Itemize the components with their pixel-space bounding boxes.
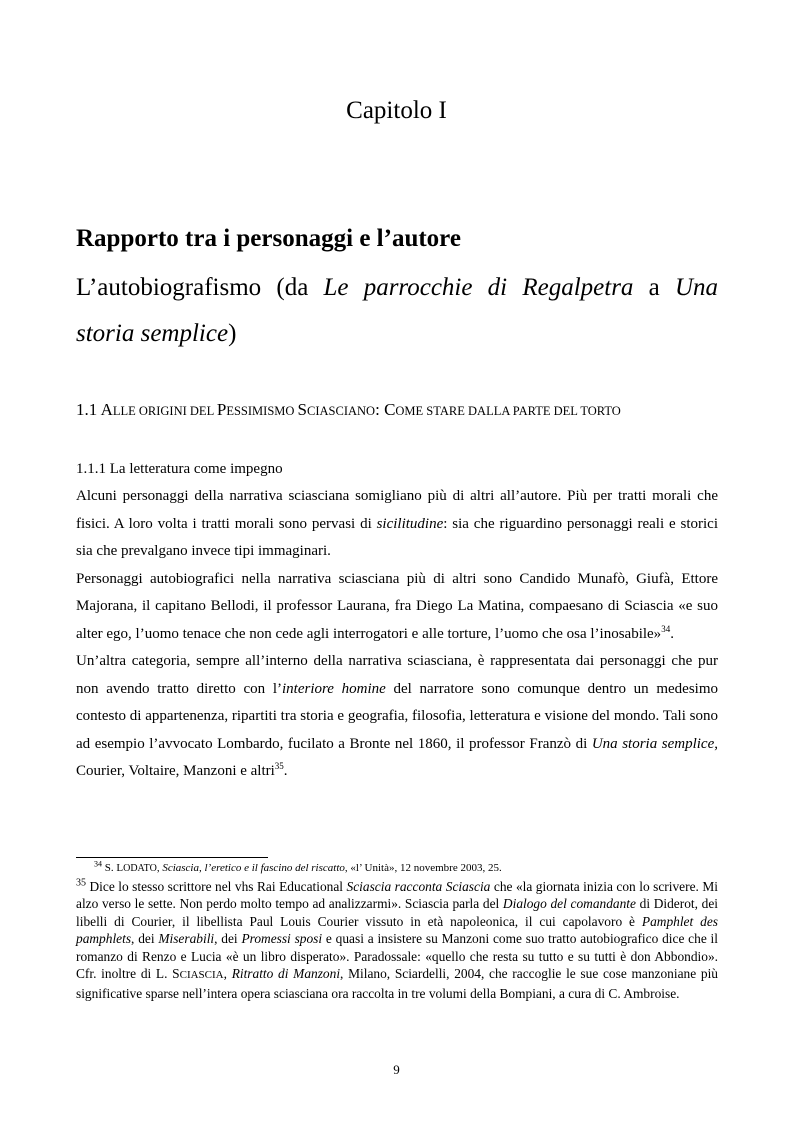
paragraph-text: Alcuni personaggi della narrativa sciasciana somigliano più di altri all’autore. Più per tratti morali che fisici. A loro volta i tratti morali sono pervasi di	[76, 488, 718, 532]
footnote-text: ,	[156, 862, 163, 874]
footnote-text: di Diderot, dei libelli di Courier, il libellista Paul Louis Courier vissuto in età napoleonica, il cui capolavoro è	[76, 896, 718, 929]
footnote-34	[76, 860, 718, 878]
footnote-text: , dei	[214, 931, 242, 946]
paragraph-text: del narratore sono comunque dentro un medesimo contesto di appartenenza, ripartiti tra storia e geografia, filosofia, letteratura e visione del mondo. Tali sono ad esempio l’avvocato Lombardo, fucilato a Bronte nel 1860, il professor Franzò di	[76, 680, 719, 752]
footnote-text: , «l’ Unità», 12 novembre 2003, 25.	[344, 862, 502, 874]
paragraph-text: .	[283, 763, 288, 779]
footnote-text: ODATO	[123, 863, 157, 874]
footnote-text: e quasi a insistere su Manzoni come suo tratto autobiografico dice che il romanzo di Renzo e Lucia «è un libro disperato». Paradossale: «quello che resta su tutto e su tutti è don Abbondio». Cfr. inoltre di L. S	[76, 931, 718, 981]
subheading-text: a	[633, 274, 675, 301]
footnote-text: , Milano, Sciardelli, 2004, che raccoglie le sue cose manzoniane più significative sparse nell’intera opera sciasciana ora raccolta in tre volumi della Bompiani, a cura di C. Ambroise.	[76, 966, 718, 1001]
paragraph-text: Personaggi autobiografici nella narrativa sciasciana più di altri sono Candido Munafò, Giufà, Ettore Majorana, il capitano Bellodi, il professor Laurana, fra Diego La Matina, compaesano di Sciascia «e suo alter ego, l’uomo tenace che non cede agli interrogatori e alle torture, l’uomo che osa l’inosabile»	[76, 570, 718, 642]
section-title-part: P	[216, 400, 227, 419]
subsection-title: 1.1.1 La letteratura come impegno	[76, 461, 283, 477]
footnote-number: 35	[76, 877, 86, 889]
footnote-ref-34[interactable]: 34	[661, 623, 671, 634]
footnote-title: Pamphlet des pamphlets	[76, 913, 718, 946]
footnote-article-title: Sciascia, l’eretico e il fascino del riscatto	[162, 862, 345, 874]
footnote-title: Promessi sposi	[241, 931, 323, 946]
footnote-title: Dialogo del comandante	[502, 896, 636, 911]
subheading-book-title-regalpetra: Le parrocchie di Regalpetra	[323, 274, 634, 301]
footnote-text: , dei	[131, 931, 159, 946]
footnote-text: Dice lo stesso scrittore nel vhs Rai Educational	[86, 878, 347, 894]
section-title	[76, 398, 736, 423]
paragraph-text: , Courier, Voltaire, Manzoni e altri	[76, 735, 719, 779]
footnote-text: CIASCIA	[179, 969, 224, 981]
section-title-part: ESSIMISMO	[226, 404, 298, 418]
book-title-storia-semplice: Una storia semplice	[591, 735, 715, 752]
section-title-part: LLE ORIGINI DEL	[112, 404, 217, 418]
page-number: 9	[393, 1062, 400, 1077]
footnote-text: ,	[223, 966, 232, 981]
paragraph-1	[76, 483, 718, 566]
section-title-part: OME STARE DALLA PARTE DEL TORTO	[395, 404, 621, 418]
section-number: 1.1	[76, 400, 101, 419]
subheading-text: L’autobiografismo (da	[76, 274, 324, 301]
paragraph-text: : sia che riguardino personaggi reali e storici sia che prevalgano invece tipi immaginari.	[76, 515, 718, 559]
section-title-part: C	[384, 400, 396, 419]
footnote-35	[76, 878, 718, 1003]
section-title-part: CIASCIANO	[307, 404, 376, 418]
footnote-title: Ritratto di Manzoni	[231, 966, 341, 981]
footnote-text: S. L	[102, 862, 124, 874]
subheading-text: )	[228, 320, 237, 347]
term-sicilitudine: sicilitudine	[376, 515, 444, 532]
chapter-subheading	[76, 265, 718, 357]
section-title-part: A	[100, 400, 113, 419]
section-title-part: :	[375, 400, 385, 419]
paragraph-3	[76, 648, 718, 786]
term-interiore-homine: interiore homine	[282, 680, 386, 697]
section-title-part: S	[297, 400, 308, 419]
paragraph-text: Un’altra categoria, sempre all’interno della narrativa sciasciana, è rappresentata dai personaggi che pur non avendo tratto diretto con l’	[76, 653, 718, 697]
footnote-number: 34	[94, 859, 102, 869]
footnote-title: Sciascia racconta Sciascia	[346, 878, 491, 894]
body-text	[76, 483, 718, 786]
footnote-separator	[76, 857, 268, 858]
paragraph-2	[76, 566, 718, 649]
footnote-ref-35[interactable]: 35	[274, 761, 284, 771]
subheading-book-title-storia-semplice: Una storia semplice	[76, 274, 718, 347]
footnote-text: che «la giornata inizia con lo scrivere. Mi alzo verso le sette. Non perdo molto tempo ad analizzarmi». Sciascia parla del	[76, 878, 718, 911]
chapter-heading: Rapporto tra i personaggi e l’autore	[76, 225, 461, 252]
footnote-title: Miserabili	[158, 931, 215, 946]
chapter-title: Capitolo I	[346, 97, 447, 124]
footnotes	[76, 860, 718, 1002]
paragraph-text: .	[670, 625, 674, 642]
